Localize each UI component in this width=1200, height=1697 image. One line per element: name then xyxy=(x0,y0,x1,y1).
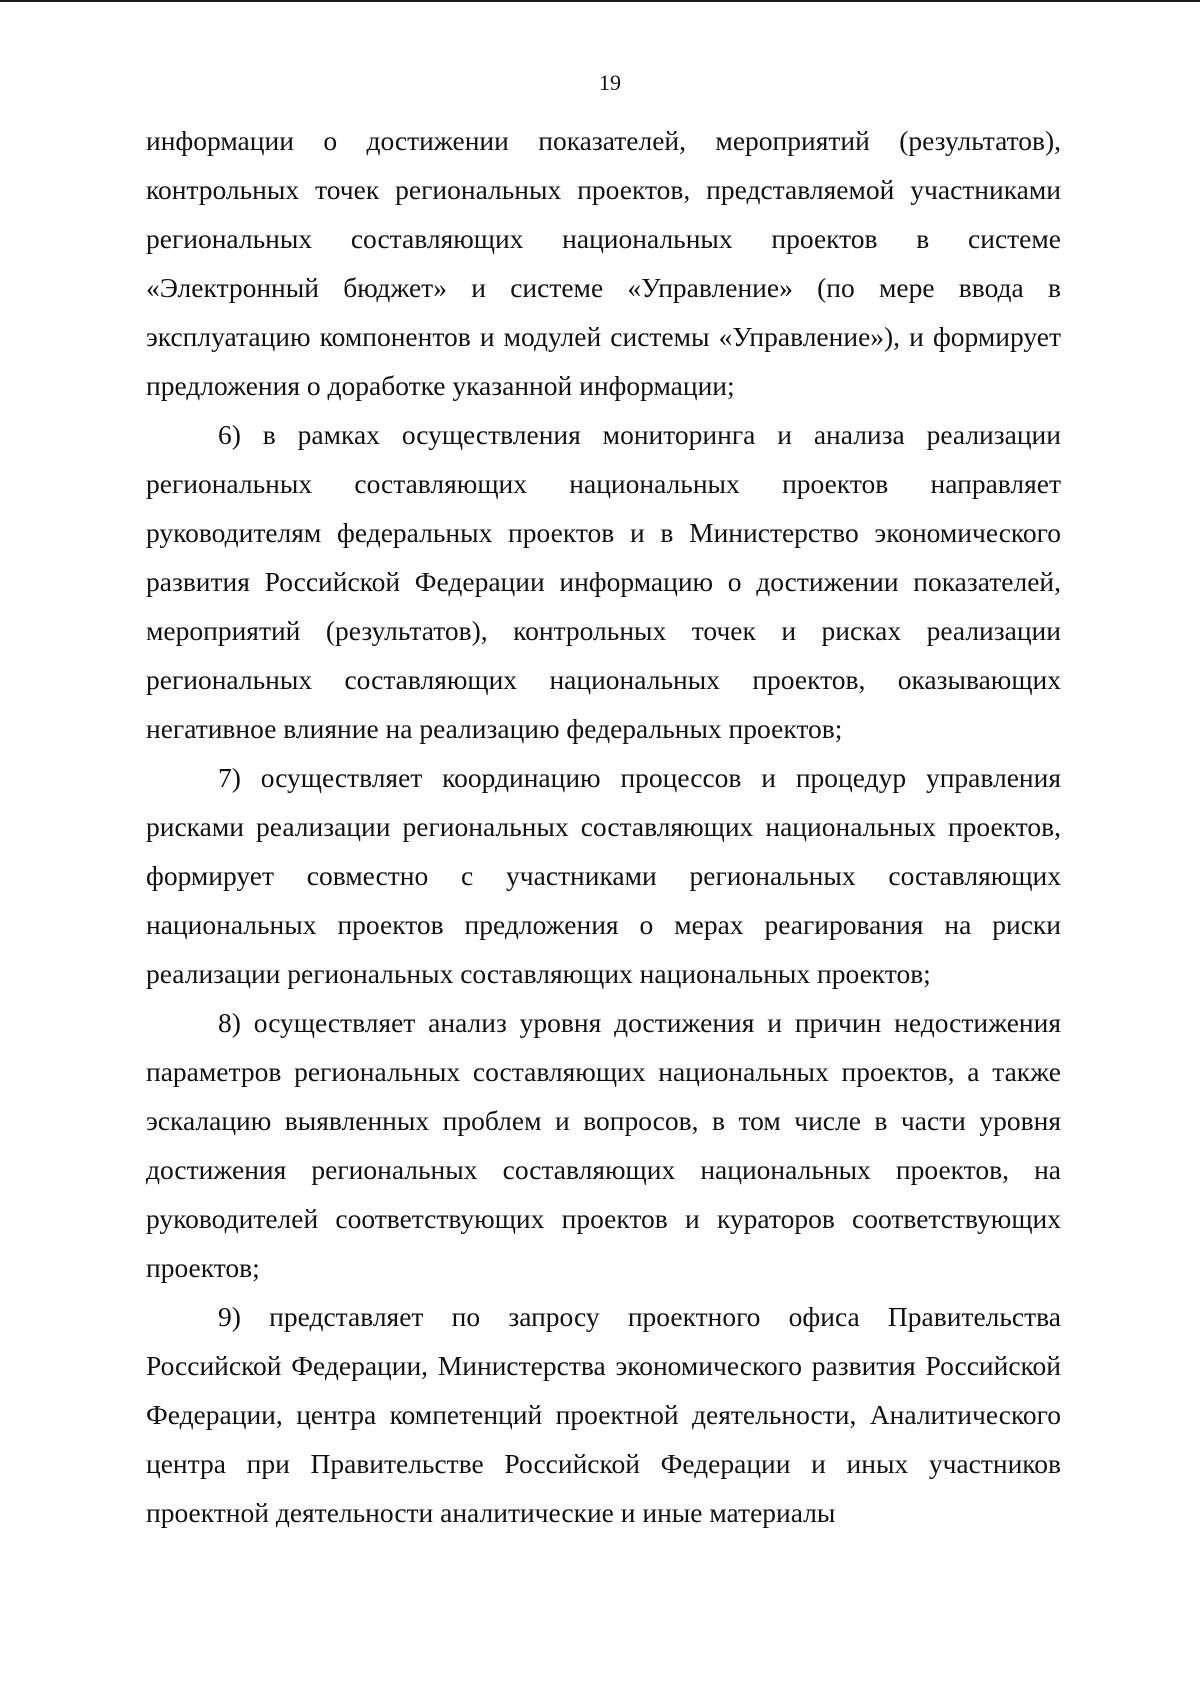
paragraph-continuation: информации о достижении показателей, мероприятий (результатов), контрольных точек региональных проектов, представляемой участниками региональных составляющих национальных проектов в системе «Электронный бюджет» и системе «Управление» (по мере ввода в эксплуатацию компонентов и модулей системы «Управление»), и формирует предложения о доработке указанной информации; xyxy=(146,125,1061,401)
paragraph-item-6: 6) в рамках осуществления мониторинга и анализа реализации региональных составляющих национальных проектов направляет руководителям федеральных проектов и в Министерство экономического развития Российской Федерации информацию о достижении показателей, мероприятий (результатов), контрольных точек и рисках реализации региональных составляющих национальных проектов, оказывающих негативное влияние на реализацию федеральных проектов; xyxy=(146,419,1061,744)
document-body xyxy=(146,116,1061,1537)
paragraph-item-7: 7) осуществляет координацию процессов и процедур управления рисками реализации региональных составляющих национальных проектов, формирует совместно с участниками региональных составляющих национальных проектов предложения о мерах реагирования на риски реализации региональных составляющих национальных проектов; xyxy=(146,762,1061,989)
paragraph-item-8: 8) осуществляет анализ уровня достижения и причин недостижения параметров региональных составляющих национальных проектов, а также эскалацию выявленных проблем и вопросов, в том числе в части уровня достижения региональных составляющих национальных проектов, на руководителей соответствующих проектов и кураторов соответствующих проектов; xyxy=(146,1007,1061,1283)
paragraph-item-9: 9) представляет по запросу проектного офиса Правительства Российской Федерации, Министерства экономического развития Российской Федерации, центра компетенций проектной деятельности, Аналитического центра при Правительстве Российской Федерации и иных участников проектной деятельности аналитические и иные материалы xyxy=(146,1301,1061,1528)
page-number: 19 xyxy=(599,70,621,95)
page-top-edge xyxy=(0,0,1200,2)
